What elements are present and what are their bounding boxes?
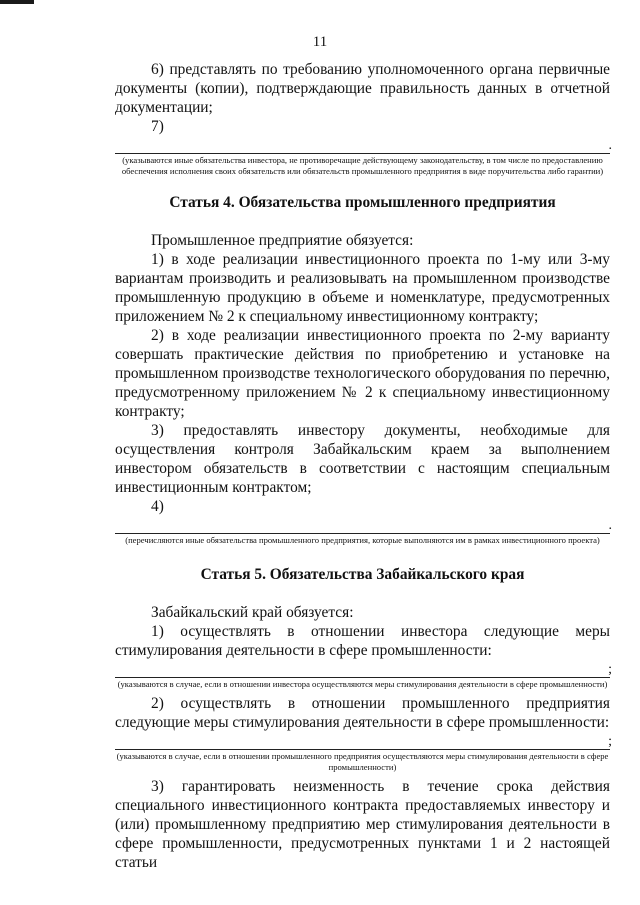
article-4-item-1: 1) в ходе реализации инвестиционного проекта по 1-му или 3-му вариантам производить и реализовывать на промышленном производстве промышленную продукцию в объеме и номенклатуре, предусмотренных приложением № 2 к специальному инвестиционному контракту; xyxy=(115,251,610,325)
document-body xyxy=(115,60,610,872)
obligation-item-6: 6) представлять по требованию уполномоченного органа первичные документы (копии), подтверждающие правильность данных в отчетной документации; xyxy=(115,61,610,116)
article-4-item-3: 3) предоставлять инвестору документы, необходимые для осуществления контроля Забайкальским краем за выполнением инвестором обязательств в соответствии с настоящим специальным инвестиционным контрактом; xyxy=(115,422,610,496)
fill-in-line xyxy=(115,136,610,154)
article-5-item-3: 3) гарантировать неизменность в течение срока действия специального инвестиционного контракта предоставляемых инвестору и (или) промышленному предприятию мер стимулирования деятельности в сфере промышленности, предусмотренных пунктами 1 и 2 настоящей статьи xyxy=(115,778,610,871)
footnote-enterprise-measures: (указываются в случае, если в отношении промышленного предприятия осуществляются меры стимулирования деятельности в сфере промышленности) xyxy=(116,751,609,772)
article-4-item-2: 2) в ходе реализации инвестиционного проекта по 2-му варианту совершать практические действия по приобретению и установке на промышленном производстве технологического оборудования по перечню, предусмотренному приложением № 2 к специальному инвестиционному контракту; xyxy=(115,327,610,420)
scan-corner-mark xyxy=(0,0,34,4)
fill-in-line xyxy=(115,516,610,534)
obligation-item-7: 7) xyxy=(151,118,164,135)
article-5-item-2: 2) осуществлять в отношении промышленного предприятия следующие меры стимулирования деятельности в сфере промышленности: xyxy=(115,695,610,731)
article-4-intro: Промышленное предприятие обязуется: xyxy=(151,232,414,249)
footnote-enterprise-obligations: (перечисляются иные обязательства промышленного предприятия, которые выполняются им в рамках инвестиционного проекта) xyxy=(125,535,600,545)
fill-line-end: . xyxy=(608,138,612,153)
article-5-item-1: 1) осуществлять в отношении инвестора следующие меры стимулирования деятельности в сфере промышленности: xyxy=(115,623,610,659)
article-4-title: Статья 4. Обязательства промышленного предприятия xyxy=(169,194,556,211)
page-number: 11 xyxy=(312,34,328,50)
footnote-investor-obligations: (указываются иные обязательства инвестора, не противоречащие действующему законодательству, в том числе по предоставлению обеспечения исполнения своих обязательств или обязательств промышленного предприятия в виде поручительства либо гарантии) xyxy=(121,155,604,176)
fill-in-line xyxy=(115,660,610,678)
article-4-item-4: 4) xyxy=(151,498,164,515)
article-5-intro: Забайкальский край обязуется: xyxy=(151,604,354,621)
footnote-investor-measures: (указываются в случае, если в отношении инвестора осуществляются меры стимулирования деятельности в сфере промышленности) xyxy=(117,679,608,689)
fill-in-line xyxy=(115,732,610,750)
fill-line-end: . xyxy=(608,518,612,533)
fill-line-end: ; xyxy=(608,662,612,677)
article-5-title: Статья 5. Обязательства Забайкальского края xyxy=(200,566,525,583)
fill-line-end: ; xyxy=(608,734,612,749)
